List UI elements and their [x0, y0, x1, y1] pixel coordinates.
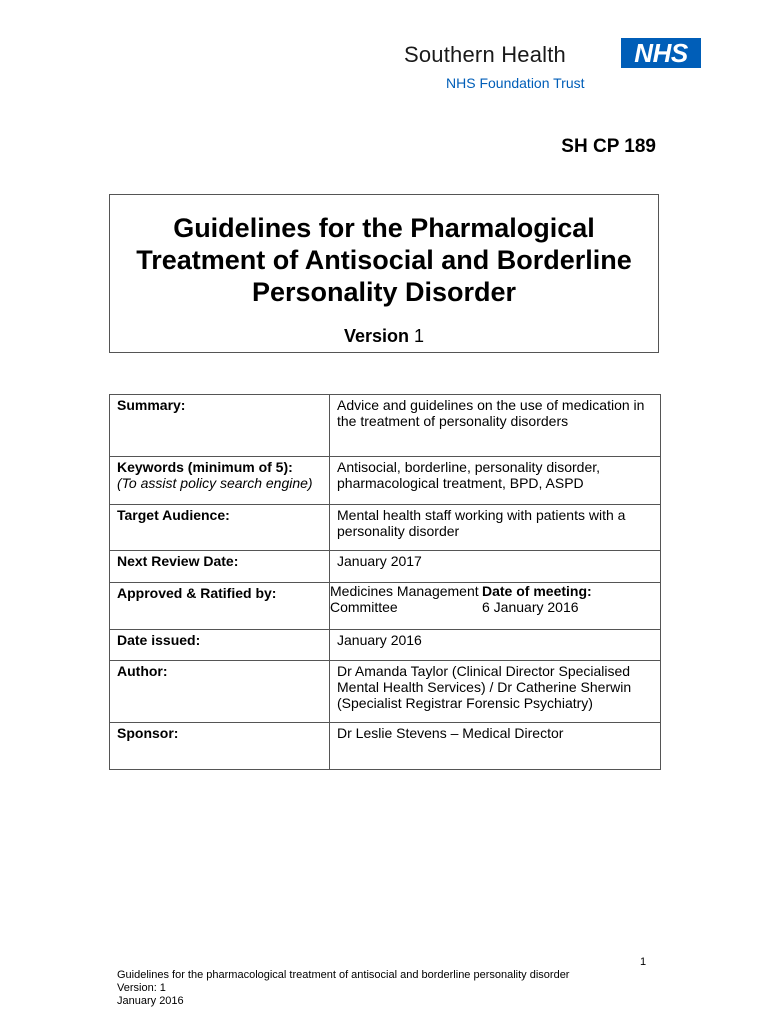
keywords-value: Antisocial, borderline, personality disorder, pharmacological treatment, BPD, ASPD [330, 457, 661, 505]
title-line-3: Personality Disorder [251, 277, 517, 307]
version-number: 1 [414, 326, 425, 346]
table-row [110, 630, 661, 661]
issued-value: January 2016 [330, 630, 661, 661]
footer-version: Version: 1 [117, 982, 166, 994]
document-code: SH CP 189 [561, 136, 656, 157]
issued-label: Date issued: [110, 630, 330, 661]
title-box [109, 194, 659, 353]
approved-label: Approved & Ratified by: [110, 583, 330, 630]
approved-split [330, 583, 660, 629]
table-row [110, 551, 661, 583]
table-row [110, 457, 661, 505]
sponsor-value: Dr Leslie Stevens – Medical Director [330, 723, 661, 770]
review-date-value: January 2017 [330, 551, 661, 583]
approved-value: Medicines Management Committee [330, 583, 479, 615]
version-label: Version [343, 326, 409, 346]
approved-split-row [330, 583, 660, 629]
document-title [118, 212, 650, 308]
keywords-label: Keywords (minimum of 5): [117, 459, 293, 475]
approved-cell [330, 583, 661, 630]
author-label: Author: [110, 661, 330, 723]
audience-value: Mental health staff working with patients with a personality disorder [330, 505, 661, 551]
footer-title: Guidelines for the pharmacological treatment of antisocial and borderline personality disorder [117, 969, 570, 981]
title-line-1: Guidelines for the Pharmalogical [173, 213, 595, 243]
table-row [110, 395, 661, 457]
document-info-table [109, 394, 661, 770]
logo-org-name: Southern Health [404, 42, 566, 67]
table-row [110, 505, 661, 551]
page-footer [117, 969, 569, 1008]
meeting-label: Date of meeting: [482, 583, 592, 599]
meeting-value: 6 January 2016 [482, 599, 579, 615]
table-row [110, 723, 661, 770]
table-row [110, 661, 661, 723]
sponsor-label: Sponsor: [110, 723, 330, 770]
keywords-label-cell [110, 457, 330, 505]
audience-label: Target Audience: [110, 505, 330, 551]
logo-org-subtitle: NHS Foundation Trust [446, 75, 585, 91]
meeting-cell [482, 583, 660, 629]
trust-logo [404, 38, 700, 94]
review-date-label: Next Review Date: [110, 551, 330, 583]
title-line-2: Treatment of Antisocial and Borderline [136, 245, 632, 275]
footer-date: January 2016 [117, 995, 184, 1007]
version-line [110, 326, 658, 347]
summary-label: Summary: [110, 395, 330, 457]
author-value: Dr Amanda Taylor (Clinical Director Specialised Mental Health Services) / Dr Catherine Sherwin (Specialist Registrar Forensic Psychiatry) [330, 661, 661, 723]
nhs-logo-badge: NHS [621, 38, 701, 68]
summary-value: Advice and guidelines on the use of medication in the treatment of personality disorders [330, 395, 661, 457]
page-number: 1 [640, 956, 647, 968]
keywords-sublabel: (To assist policy search engine) [117, 475, 313, 491]
table-row [110, 583, 661, 630]
